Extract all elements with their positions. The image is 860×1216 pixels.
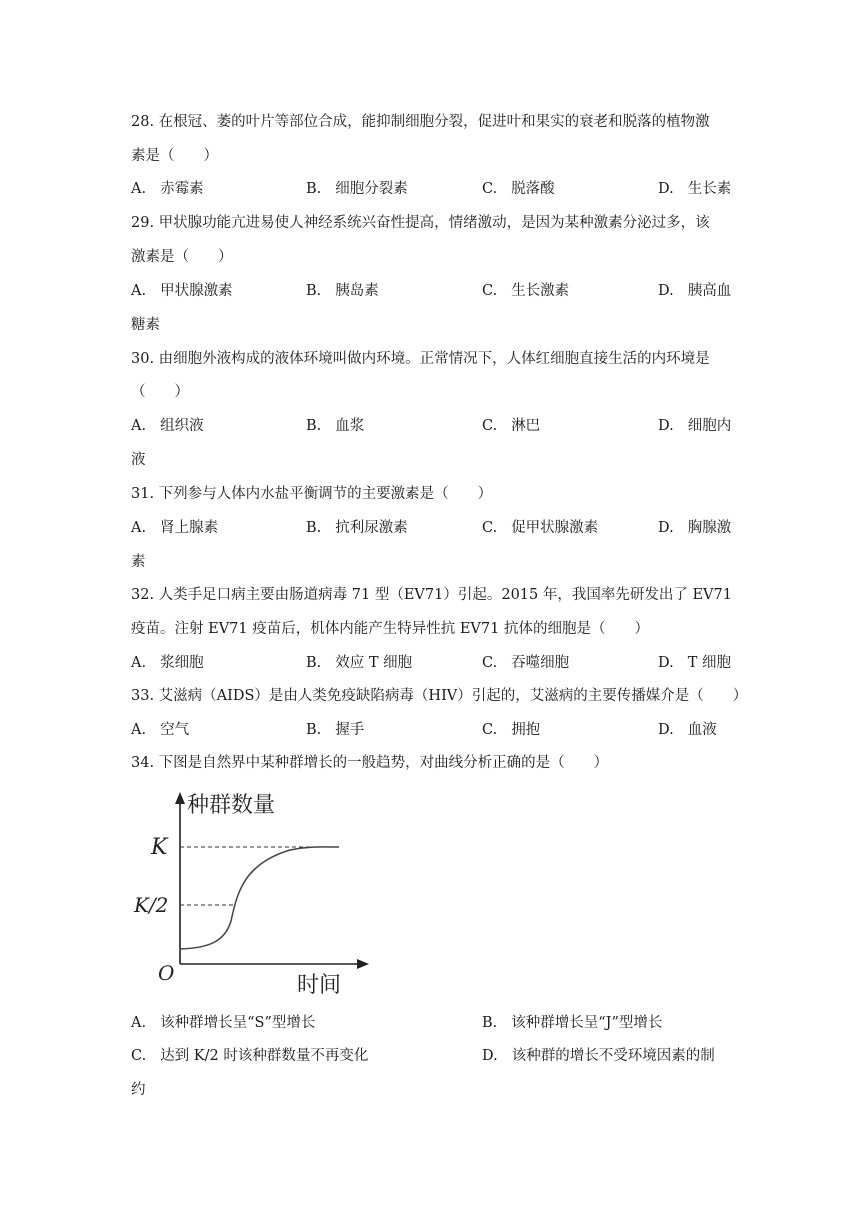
question-34-line-1: 34. 下图是自然界中某种群增长的一般趋势，对曲线分析正确的是（ ）	[131, 755, 609, 771]
question-29-line-2: 激素是（ ）	[131, 249, 233, 265]
s-growth-curve	[180, 847, 339, 949]
question-32-line-1: 32. 人类手足口病主要由肠道病毒 71 型（EV71）引起。2015 年，我国率先研发出了 EV71	[131, 587, 732, 603]
q33-option-b[interactable]: B. 握手	[306, 722, 365, 738]
q32-option-c[interactable]: C. 吞噬细胞	[482, 655, 570, 671]
q30-option-d-wrap: 液	[131, 452, 146, 468]
q31-option-a[interactable]: A. 肾上腺素	[131, 520, 219, 536]
q34-option-d-wrap: 约	[131, 1082, 146, 1098]
q32-option-d[interactable]: D. T 细胞	[658, 655, 731, 671]
q28-option-c[interactable]: C. 脱落酸	[482, 181, 555, 197]
question-28-line-1: 28. 在根冠、萎的叶片等部位合成，能抑制细胞分裂，促进叶和果实的衰老和脱落的植物激	[131, 114, 710, 130]
k-label: K	[151, 835, 168, 860]
q31-option-c[interactable]: C. 促甲状腺激素	[482, 520, 599, 536]
q32-option-a[interactable]: A. 浆细胞	[131, 655, 204, 671]
q28-option-a[interactable]: A. 赤霉素	[131, 181, 204, 197]
q29-option-d-wrap: 糖素	[131, 317, 160, 333]
q34-option-d[interactable]: D. 该种群的增长不受环境因素的制	[482, 1048, 715, 1064]
q33-option-c[interactable]: C. 拥抱	[482, 722, 541, 738]
q33-option-a[interactable]: A. 空气	[131, 722, 190, 738]
y-axis-arrow-icon	[175, 792, 185, 804]
q29-option-d[interactable]: D. 胰高血	[658, 283, 732, 299]
q32-option-b[interactable]: B. 效应 T 细胞	[306, 655, 413, 671]
question-28-line-2: 素是（ ）	[131, 148, 218, 164]
question-31-line-1: 31. 下列参与人体内水盐平衡调节的主要激素是（ ）	[131, 486, 493, 502]
x-axis-label: 时间	[297, 973, 342, 998]
q28-option-b[interactable]: B. 细胞分裂素	[306, 181, 408, 197]
q30-option-b[interactable]: B. 血浆	[306, 418, 365, 434]
x-axis-arrow-icon	[357, 959, 369, 969]
q34-option-b[interactable]: B. 该种群增长呈“J”型增长	[482, 1015, 663, 1031]
q30-option-c[interactable]: C. 淋巴	[482, 418, 541, 434]
q30-option-a[interactable]: A. 组织液	[131, 418, 204, 434]
question-29-line-1: 29. 甲状腺功能亢进易使人神经系统兴奋性提高，情绪激动，是因为某种激素分泌过多，该	[131, 215, 710, 231]
y-axis-label: 种群数量	[187, 793, 276, 818]
q28-option-d[interactable]: D. 生长素	[658, 181, 732, 197]
q34-option-a[interactable]: A. 该种群增长呈“S”型增长	[131, 1015, 316, 1031]
q29-option-c[interactable]: C. 生长激素	[482, 283, 570, 299]
question-33-line-1: 33. 艾滋病（AIDS）是由人类免疫缺陷病毒（HIV）引起的，艾滋病的主要传播媒介是（ ）	[131, 688, 748, 704]
q31-option-b[interactable]: B. 抗利尿激素	[306, 520, 408, 536]
question-30-line-1: 30. 由细胞外液构成的液体环境叫做内环境。正常情况下，人体红细胞直接生活的内环境是	[131, 351, 710, 367]
question-32-line-2: 疫苗。注射 EV71 疫苗后，机体内能产生特异性抗 EV71 抗体的细胞是（ ）	[131, 621, 649, 637]
q29-option-b[interactable]: B. 胰岛素	[306, 283, 379, 299]
half-k-label: K/2	[134, 893, 169, 917]
question-30-line-2: （ ）	[131, 384, 189, 400]
population-growth-figure	[125, 786, 385, 1000]
q29-option-a[interactable]: A. 甲状腺激素	[131, 283, 233, 299]
q30-option-d[interactable]: D. 细胞内	[658, 418, 732, 434]
q33-option-d[interactable]: D. 血液	[658, 722, 717, 738]
q31-option-d-wrap: 素	[131, 554, 146, 570]
q34-option-c[interactable]: C. 达到 K/2 时该种群数量不再变化	[131, 1048, 369, 1064]
q31-option-d[interactable]: D. 胸腺激	[658, 520, 732, 536]
origin-label: O	[158, 961, 175, 985]
